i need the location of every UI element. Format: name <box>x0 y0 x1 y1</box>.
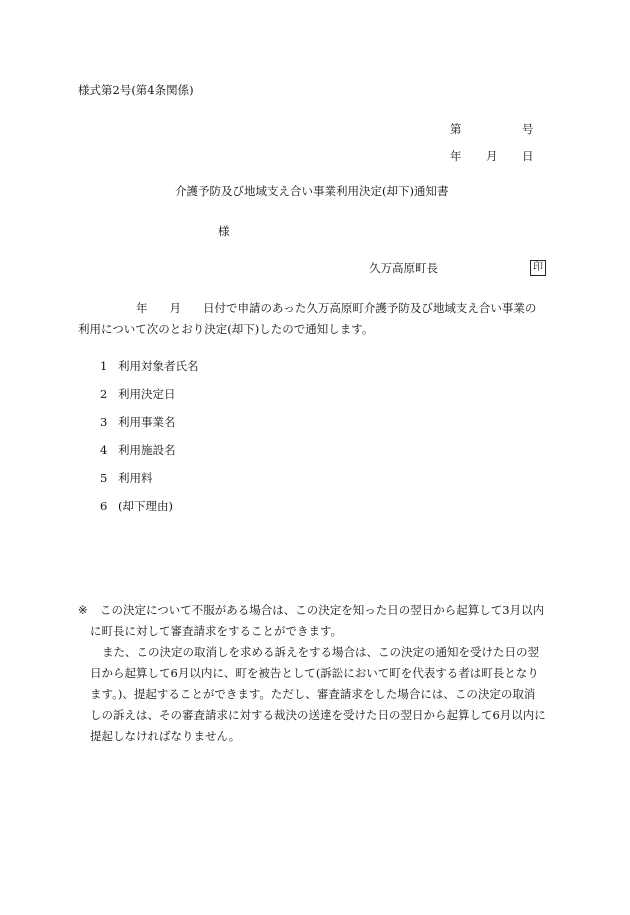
body-line-2: 利用について次のとおり決定(却下)したので通知します。 <box>78 322 374 336</box>
item-number: 3 <box>100 415 108 429</box>
appeal-notice <box>78 600 558 747</box>
notice-line-5: ます。)、提起することができます。ただし、審査請求をした場合には、この決定の取消 <box>90 687 536 701</box>
date-day-label: 日 <box>522 149 534 163</box>
body-paragraph <box>78 298 548 340</box>
body-line-1-text: 日付で申請のあった久万高原町介護予防及び地域支え合い事業の <box>203 301 537 315</box>
body-month-label: 月 <box>169 301 181 315</box>
notice-line-3: また、この決定の取消しを求める訴えをする場合は、この決定の通知を受けた日の翌 <box>102 645 539 659</box>
list-item <box>100 416 176 430</box>
list-item <box>100 500 173 514</box>
item-number: 2 <box>100 387 108 401</box>
seal-mark: 印 <box>530 260 546 276</box>
notice-line-1 <box>78 600 558 621</box>
addressee-honorific: 様 <box>218 224 230 238</box>
list-item <box>100 388 176 402</box>
item-label: (却下理由) <box>118 499 173 513</box>
list-item <box>100 360 199 374</box>
document-number-suffix: 号 <box>522 122 534 136</box>
item-number: 1 <box>100 359 108 373</box>
date-month-label: 月 <box>486 149 498 163</box>
item-label: 利用決定日 <box>118 387 176 401</box>
form-number: 様式第2号(第4条関係) <box>78 83 194 97</box>
reference-mark: ※ <box>78 603 88 617</box>
item-label: 利用対象者氏名 <box>118 359 199 373</box>
notice-line-7: 提起しなければなりません。 <box>90 729 241 743</box>
notice-line-6: しの訴えは、その審査請求に対する裁決の送達を受けた日の翌日から起算して6月以内に <box>90 708 546 722</box>
item-label: 利用事業名 <box>118 415 176 429</box>
body-line-1 <box>78 298 548 319</box>
notice-line-4: 日から起算して6月以内に、町を被告として(訴訟において町を代表する者は町長となり <box>90 666 539 680</box>
item-label: 利用料 <box>118 471 153 485</box>
list-item <box>100 472 153 486</box>
item-number: 6 <box>100 499 108 513</box>
notice-line-2: に町長に対して審査請求をすることができます。 <box>90 624 343 638</box>
list-item <box>100 444 176 458</box>
date-year-label: 年 <box>450 149 462 163</box>
notice-text-1: この決定について不服がある場合は、この決定を知った日の翌日から起算して3月以内 <box>100 603 545 617</box>
document-title: 介護予防及び地域支え合い事業利用決定(却下)通知書 <box>175 184 449 198</box>
issuer-name: 久万高原町長 <box>369 261 438 275</box>
item-label: 利用施設名 <box>118 443 176 457</box>
item-number: 4 <box>100 443 108 457</box>
item-number: 5 <box>100 471 108 485</box>
document-number-prefix: 第 <box>450 122 462 136</box>
body-year-label: 年 <box>136 301 148 315</box>
